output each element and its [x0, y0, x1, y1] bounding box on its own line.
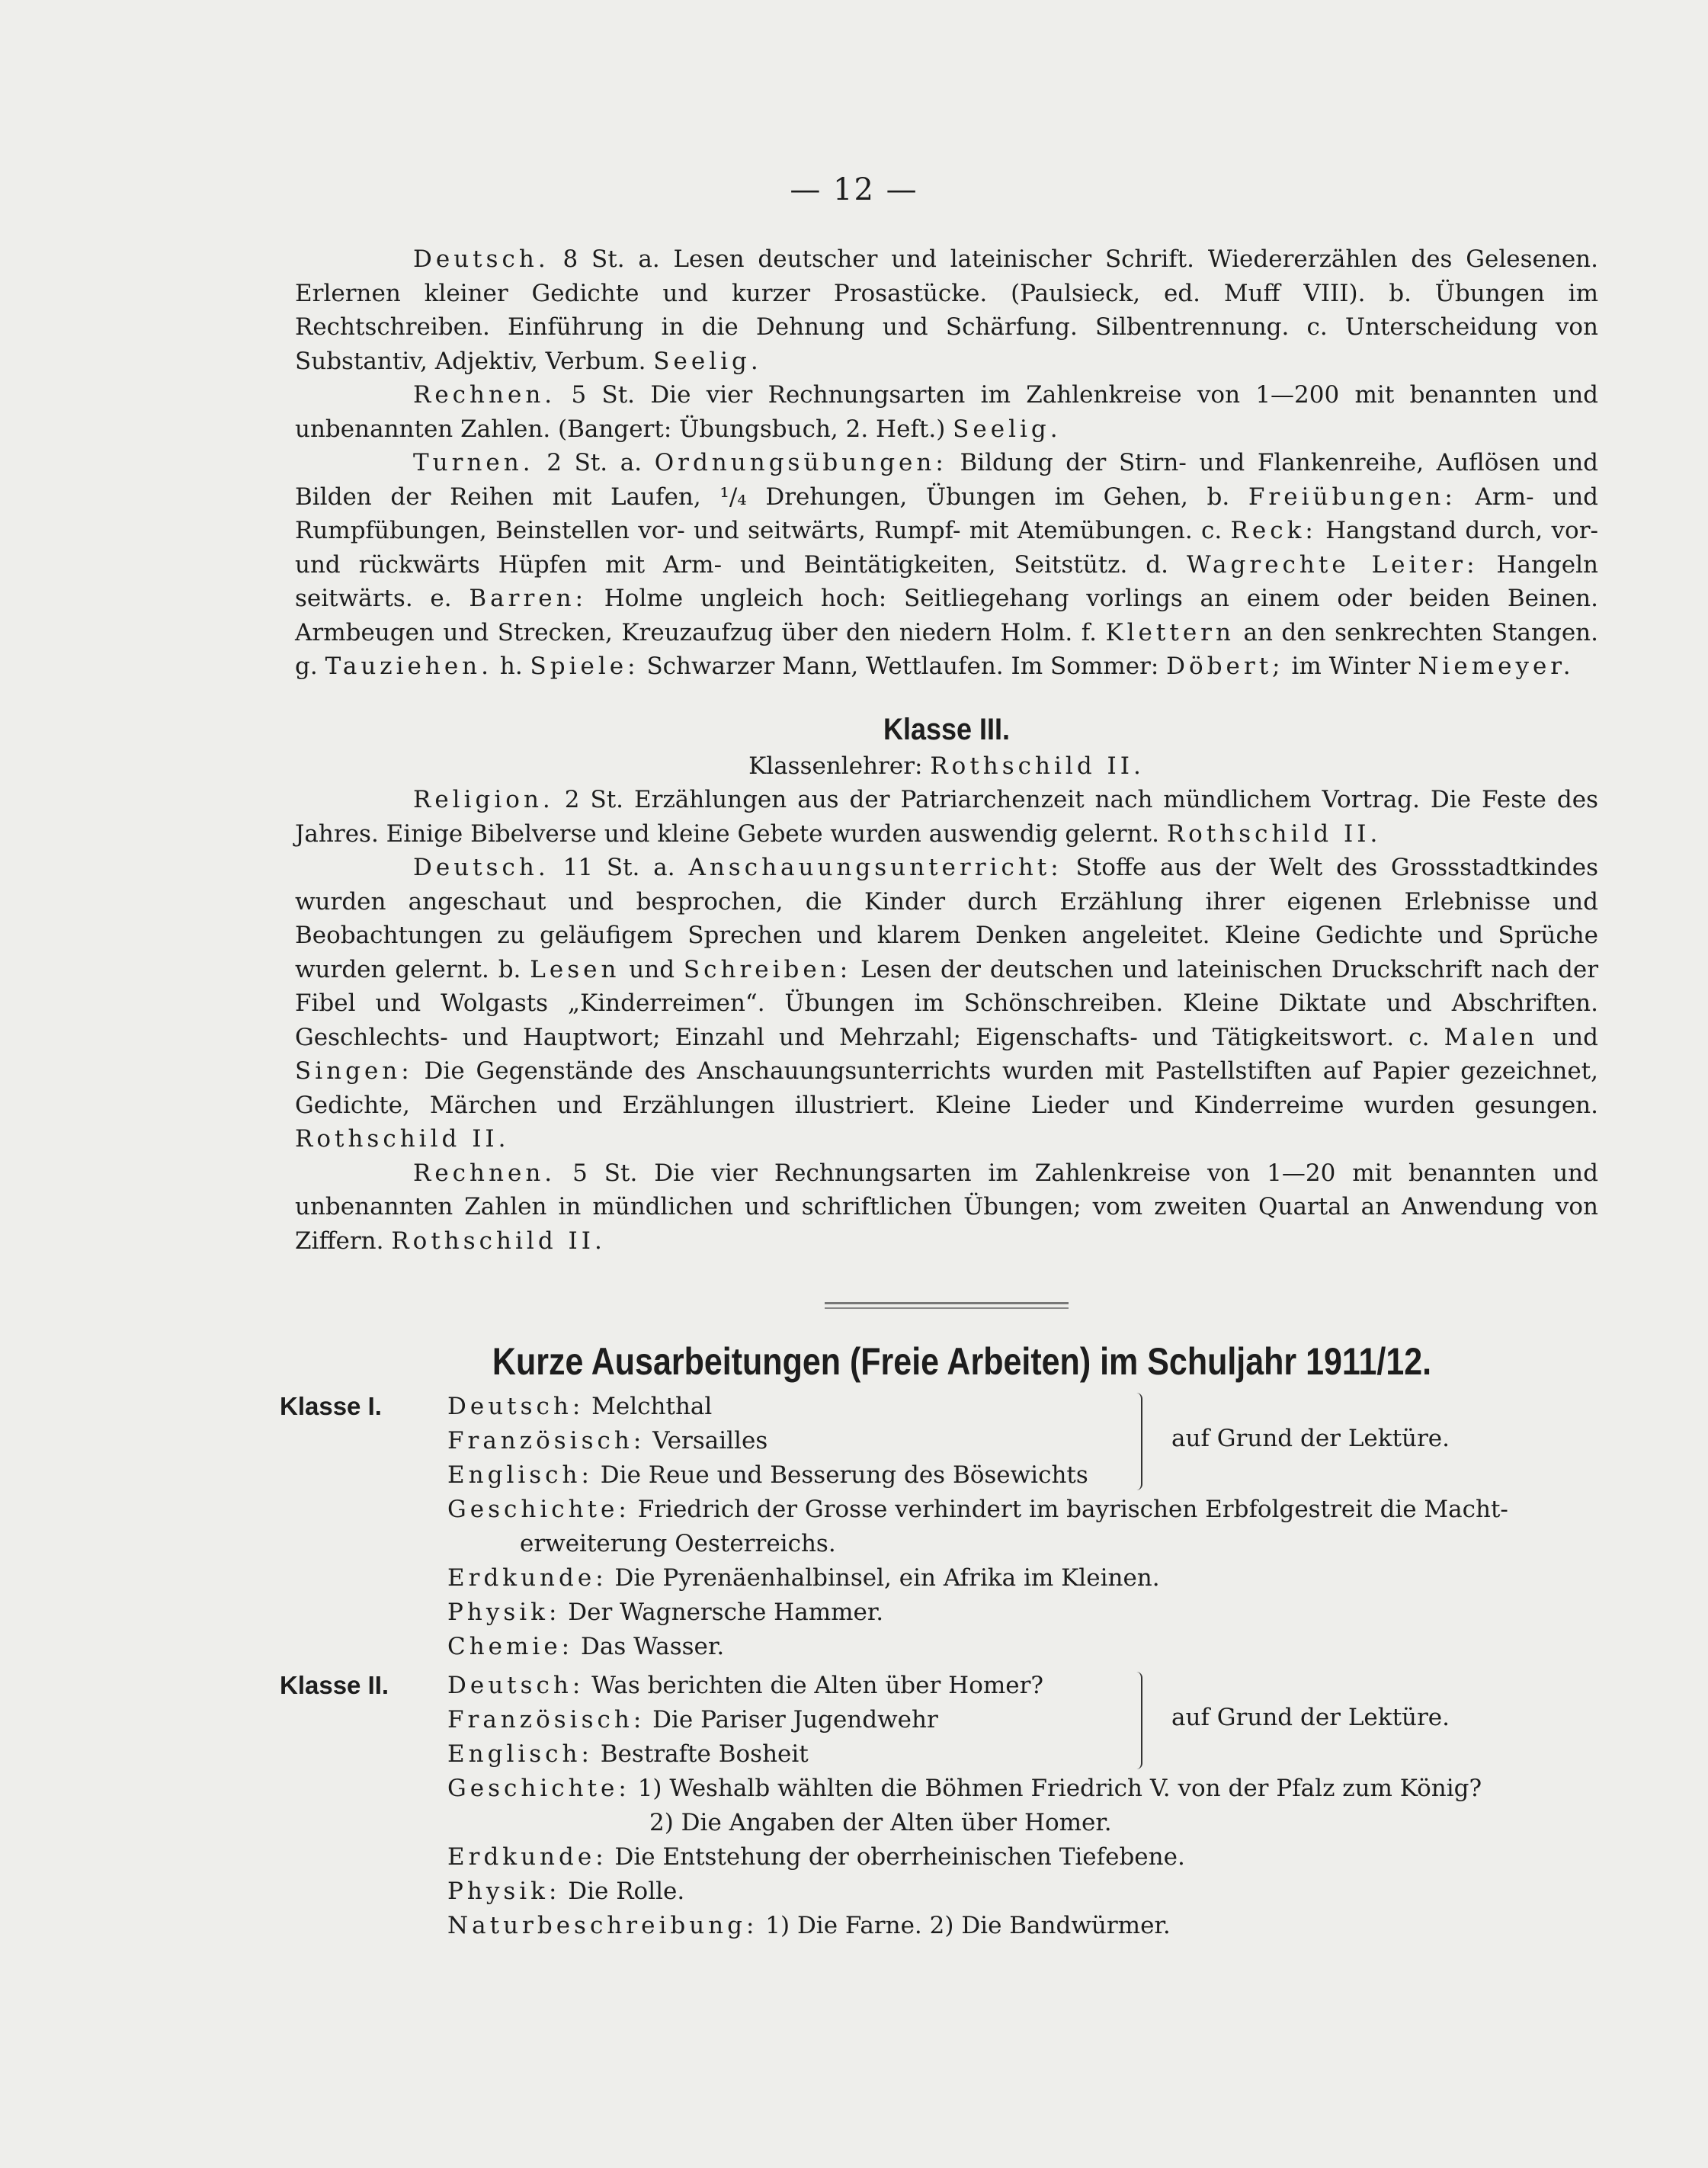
- list-item: Naturbeschreibung: 1) Die Farne. 2) Die Bandwürmer.: [447, 1912, 1171, 1939]
- paragraph-turnen: Turnen. 2 St. a. Ordnungsübungen: Bildung der Stirn- und Flankenreihe, Auflösen und Bilden der Reihen mit Laufen, ¹/₄ Drehungen, Übungen im Gehen, b. Freiübungen: Arm- und Rumpfübungen, Beinstellen vor- und seitwärts, Rumpf- mit Atemübungen. c. Reck: Hangstand durch, vor- und rückwärts Hüpfen mit Arm- und Beintätigkeiten, Seitstütz. d. Wagrechte Leiter: Hangeln seitwärts. e. Barren: Holme ungleich hoch: Seitliegehang vorlings an einem oder beiden Beinen. Armbeugen und Strecken, Kreuzaufzug über den niedern Holm. f. Klettern an den senkrechten Stangen. g. Tauziehen. h. Spiele: Schwarzer Mann, Wettlaufen. Im Sommer: Döbert; im Winter Niemeyer.: [295, 449, 1599, 680]
- language-group: [295, 1390, 1598, 1493]
- list-item: Geschichte: Friedrich der Grosse verhindert im bayrischen Erbfolgestreit die Macht-: [447, 1496, 1508, 1523]
- class-teacher-line: Klassenlehrer: Rothschild II.: [748, 752, 1145, 780]
- klasse-label: Klasse II.: [280, 1671, 389, 1699]
- teacher-name: Seelig.: [653, 347, 762, 375]
- language-group: [295, 1669, 1598, 1772]
- subject-rechnen: Rechnen.: [413, 381, 556, 409]
- list-item: Erdkunde: Die Pyrenäenhalbinsel, ein Afrika im Kleinen.: [447, 1564, 1160, 1592]
- paragraph-deutsch-intro: Deutsch. 8 St. a. Lesen deutscher und lateinischer Schrift. Wiedererzählen des Gelesenen. Erlernen kleiner Gedichte und kurzer Prosastücke. (Paulsieck, ed. Muff VIII). b. Übungen im Rechtschreiben. Einführung in die Dehnung und Schärfung. Silbentrennung. c. Unterscheidung von Substantiv, Adjektiv, Verbum. Seelig.: [295, 245, 1598, 375]
- klasse-label: Klasse I.: [280, 1392, 382, 1420]
- list-item: Englisch: Die Reue und Besserung des Bösewichts: [447, 1461, 1088, 1489]
- list-item: Erdkunde: Die Entstehung der oberrheinischen Tiefebene.: [447, 1843, 1185, 1871]
- page-number: — 12 —: [790, 172, 918, 207]
- list-item: Französisch: Die Pariser Jugendwehr: [447, 1706, 938, 1733]
- list-item-continuation: 2) Die Angaben der Alten über Homer.: [649, 1809, 1112, 1836]
- list-item: Physik: Die Rolle.: [447, 1878, 685, 1905]
- paragraph-rechnen-intro: Rechnen. 5 St. Die vier Rechnungsarten im Zahlenkreise von 1—200 mit benannten und unbenannten Zahlen. (Bangert: Übungsbuch, 2. Heft.) Seelig.: [295, 381, 1598, 443]
- paragraph-rechnen-klasse-3: Rechnen. 5 St. Die vier Rechnungsarten im Zahlenkreise von 1—20 mit benannten und unbenannten Zahlen in mündlichen und schriftlichen Übungen; vom zweiten Quartal an Anwendung von Ziffern. Rothschild II.: [295, 1159, 1598, 1255]
- teacher-name: Seelig.: [953, 415, 1062, 443]
- list-item: Französisch: Versailles: [447, 1427, 768, 1454]
- brace-mark: [1133, 1393, 1142, 1490]
- list-item: Chemie: Das Wasser.: [447, 1633, 725, 1660]
- subject-turnen: Turnen.: [413, 449, 534, 476]
- page-content: [280, 242, 1599, 1943]
- brace-note: auf Grund der Lektüre.: [1171, 1425, 1450, 1452]
- list-item: Englisch: Bestrafte Bosheit: [447, 1740, 809, 1768]
- klasse-2-list: [280, 1669, 1598, 1943]
- list-item-continuation: erweiterung Oesterreichs.: [520, 1530, 836, 1557]
- list-item: Deutsch: Melchthal: [447, 1393, 713, 1420]
- section-heading-klasse-3: Klasse III.: [883, 712, 1011, 746]
- paragraph-religion: Religion. 2 St. Erzählungen aus der Patriarchenzeit nach mündlichem Vortrag. Die Feste des Jahres. Einige Bibelverse und kleine Gebete wurden auswendig gelernt. Rothschild II.: [295, 786, 1598, 848]
- section-title-freie-arbeiten: Kurze Ausarbeitungen (Freie Arbeiten) im Schuljahr 1911/12.: [492, 1340, 1432, 1383]
- klasse-1-list: [280, 1390, 1598, 1664]
- paragraph-deutsch-klasse-3: Deutsch. 11 St. a. Anschauungsunterricht: Stoffe aus der Welt des Grossstadtkindes wurden angeschaut und besprochen, die Kinder durch Erzählung ihrer eigenen Erlebnisse und Beobachtungen zu geläufigem Sprechen und klarem Denken angeleitet. Kleine Gedichte und Sprüche wurden gelernt. b. Lesen und Schreiben: Lesen der deutschen und lateinischen Druckschrift nach der Fibel und Wolgasts „Kinderreimen“. Übungen im Schönschreiben. Kleine Diktate und Abschriften. Geschlechts- und Hauptwort; Einzahl und Mehrzahl; Eigenschafts- und Tätigkeitswort. c. Malen und Singen: Die Gegenstände des Anschauungsunterrichts wurden mit Pastellstiften auf Papier gezeichnet, Gedichte, Märchen und Erzählungen illustriert. Kleine Lieder und Kinderreime wurden gesungen. Rothschild II.: [295, 854, 1599, 1153]
- subject-deutsch: Deutsch.: [413, 245, 550, 273]
- list-item: Deutsch: Was berichten die Alten über Homer?: [447, 1672, 1044, 1699]
- brace-mark: [1133, 1672, 1142, 1769]
- list-item: Physik: Der Wagnersche Hammer.: [447, 1599, 884, 1626]
- list-item: Geschichte: 1) Weshalb wählten die Böhmen Friedrich V. von der Pfalz zum König?: [447, 1775, 1482, 1802]
- brace-note: auf Grund der Lektüre.: [1171, 1704, 1450, 1731]
- divider-rule: [825, 1302, 1069, 1309]
